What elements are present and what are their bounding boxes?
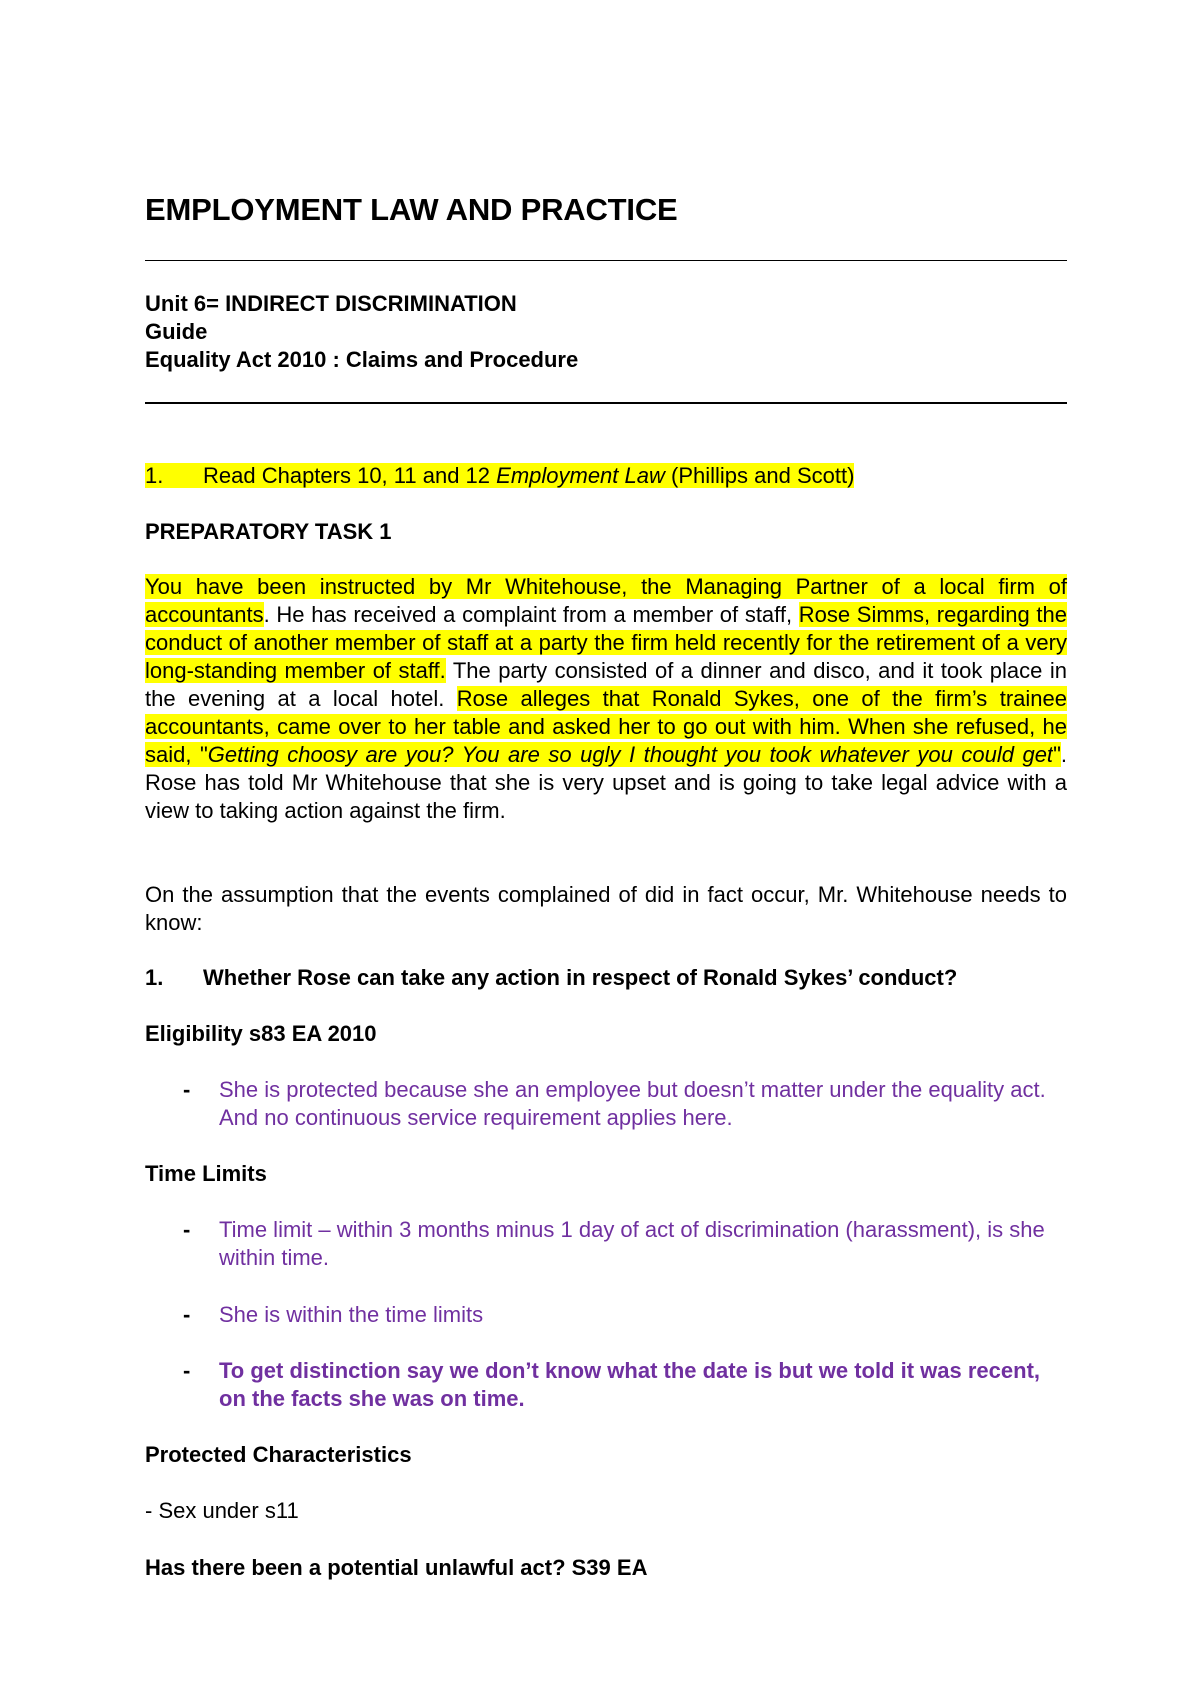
bullet-dash: - [183,1302,191,1327]
time-limit-note-3: To get distinction say we don’t know what the date is but we told it was recent, on the facts she was on time. [219,1358,1041,1411]
guide-label: Guide [145,319,208,344]
reading-highlight [145,463,854,488]
header-divider [145,402,1067,404]
eligibility-heading: Eligibility s83 EA 2010 [145,1021,377,1046]
protected-heading: Protected Characteristics [145,1442,412,1467]
reading-instruction [145,462,1067,490]
assumption-paragraph: On the assumption that the events complained of did in fact occur, Mr. Whitehouse needs to know: [145,882,1067,935]
reading-text-after: (Phillips and Scott) [664,463,855,488]
scenario-quote-close: " [1053,742,1061,767]
eligibility-note: She is protected because she an employee but doesn’t matter under the equality act. And no continuous service requirement applies here. [219,1077,1046,1130]
bullet-dash: - [183,1358,191,1383]
question-text: Whether Rose can take any action in respect of Ronald Sykes’ conduct? [203,965,958,990]
question-number: 1. [145,965,164,990]
question-1 [145,964,1067,992]
time-limit-note-2: She is within the time limits [219,1302,484,1327]
time-limits-heading: Time Limits [145,1161,267,1186]
scenario-highlight-2: Rose Simms, regarding the conduct of another member of staff at a party the firm held recently for the retirement of a very long-standing member of staff. [145,602,1067,683]
scenario-text-3: . Rose has told Mr Whitehouse that she is very upset and is going to take legal advice with a view to taking action against the firm. [145,742,1067,823]
protected-item: - Sex under s11 [145,1498,299,1523]
bullet-dash: - [183,1217,191,1242]
subtitle: Equality Act 2010 : Claims and Procedure [145,347,579,372]
scenario-text-1: . He has received a complaint from a member of staff, [263,602,799,627]
reading-book-title: Employment Law [496,463,665,488]
time-limit-note-1: Time limit – within 3 months minus 1 day of act of discrimination (harassment), is she within time. [219,1217,1045,1270]
unit-heading: Unit 6= INDIRECT DISCRIMINATION [145,291,517,316]
reading-text-before: Read Chapters 10, 11 and 12 [203,463,497,488]
scenario-highlight-1: You have been instructed by Mr Whitehouse, the Managing Partner of a local firm of accountants [145,574,1067,627]
unlawful-act-heading: Has there been a potential unlawful act? S39 EA [145,1555,648,1580]
scenario-text-2: The party consisted of a dinner and disco, and it took place in the evening at a local hotel. [145,658,1067,711]
scenario-paragraph [145,573,1067,825]
document-title: EMPLOYMENT LAW AND PRACTICE [145,192,678,227]
scenario-highlight-3: Rose alleges that Ronald Sykes, one of the firm’s trainee accountants, came over to her table and asked her to go out with him. When she refused, he said, " [145,686,1067,767]
title-divider [145,260,1067,261]
bullet-dash: - [183,1077,191,1102]
scenario-quote: Getting choosy are you? You are so ugly I thought you took whatever you could get [207,742,1054,767]
reading-number: 1. [145,463,164,488]
task-heading: PREPARATORY TASK 1 [145,519,392,544]
